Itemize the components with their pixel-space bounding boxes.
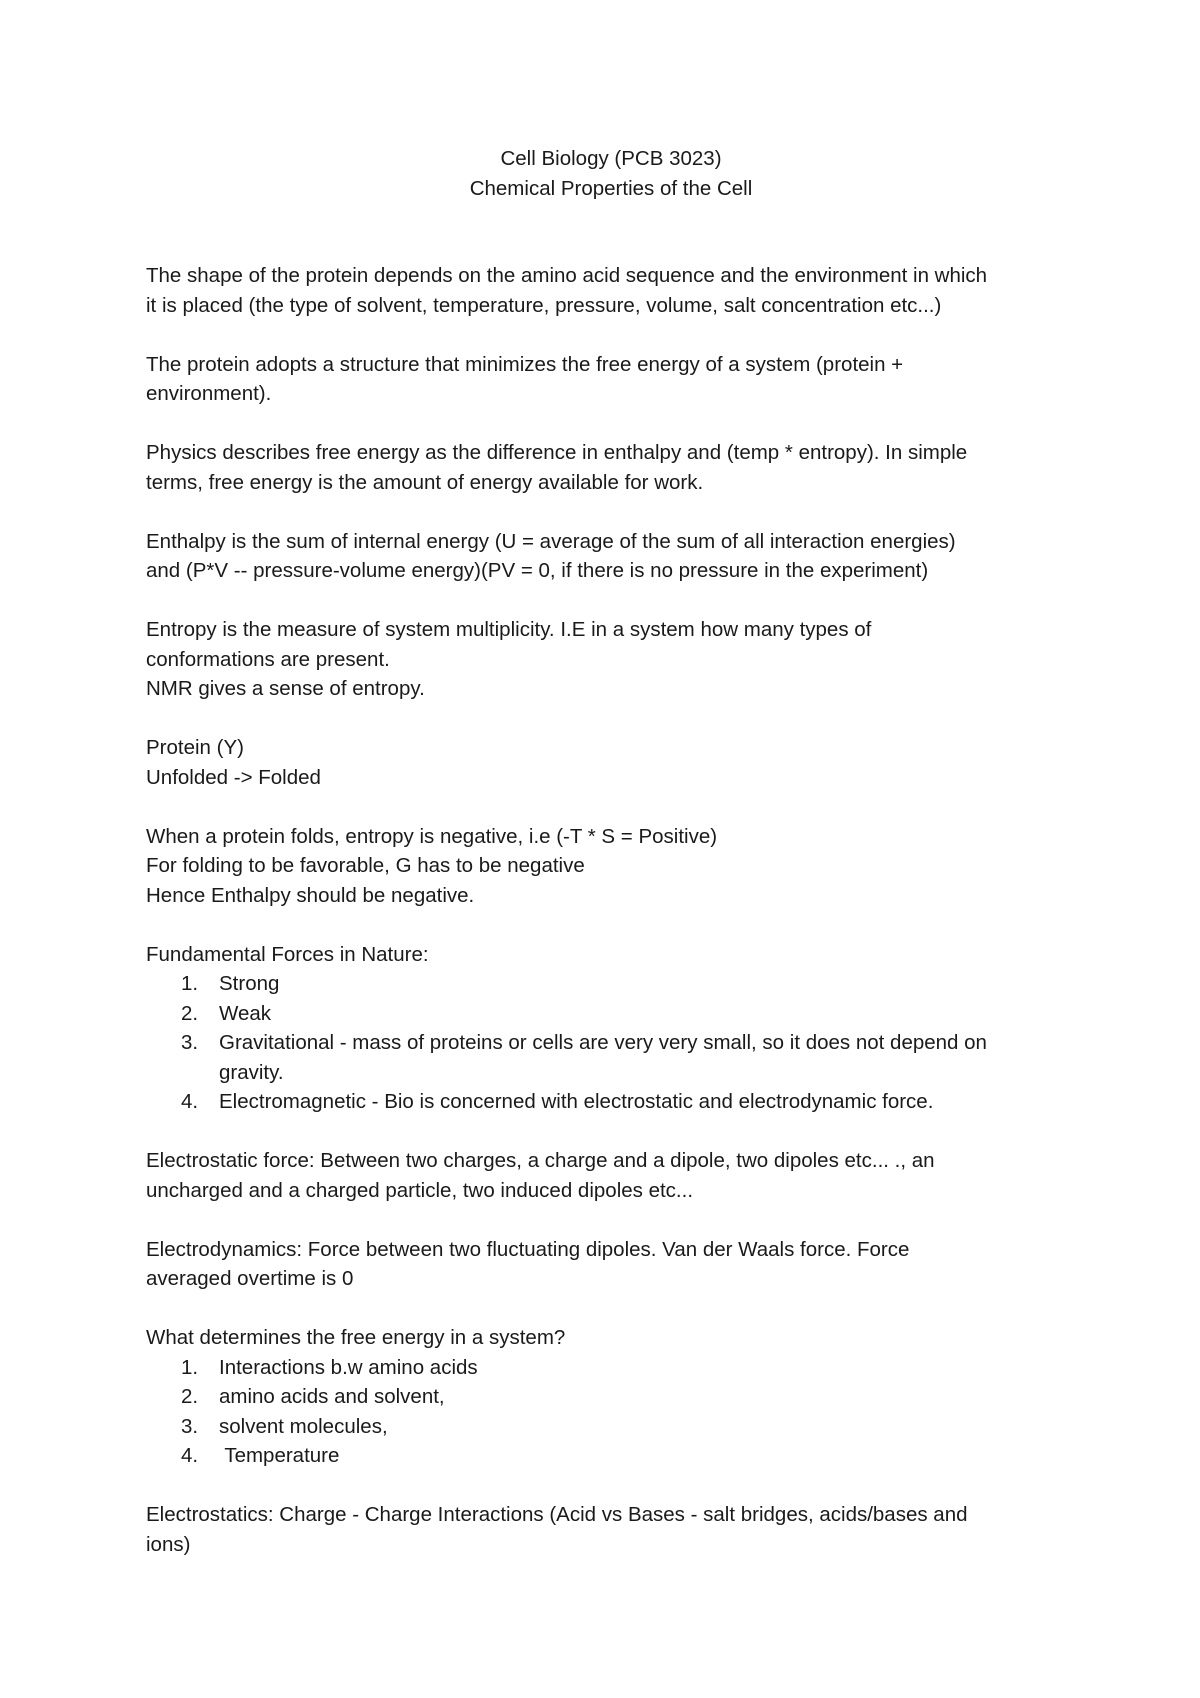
- lecture-title: Chemical Properties of the Cell: [469, 176, 753, 200]
- list-item: [181, 1382, 1076, 1412]
- text-line: averaged overtime is 0: [146, 1267, 354, 1290]
- text-line: Protein (Y): [146, 736, 244, 759]
- paragraph-entropy: [146, 615, 1076, 704]
- list-text: amino acids and solvent,: [219, 1385, 445, 1408]
- text-line: For folding to be favorable, G has to be negative: [146, 854, 585, 877]
- text-line: it is placed (the type of solvent, temperature, pressure, volume, salt concentration etc...): [146, 293, 942, 317]
- text-line: environment).: [146, 382, 272, 405]
- text-line: Electrodynamics: Force between two fluctuating dipoles. Van der Waals force. Force: [146, 1237, 910, 1261]
- list-number: 1.: [181, 1355, 199, 1379]
- paragraph-free-energy-structure: [146, 350, 1076, 409]
- paragraph-folding-entropy: [146, 822, 1076, 911]
- free-energy-section: [146, 1323, 1076, 1471]
- forces-list: [146, 969, 1076, 1117]
- list-number: 4.: [181, 1090, 199, 1113]
- list-number: 1.: [181, 972, 199, 995]
- list-text: Gravitational - mass of proteins or cells are very very small, so it does not depend on: [219, 1031, 987, 1054]
- document-title: [146, 144, 1076, 203]
- paragraph-physics-free-energy: [146, 438, 1076, 497]
- text-line: The protein adopts a structure that minimizes the free energy of a system (protein +: [146, 352, 904, 376]
- list-text: gravity.: [219, 1060, 284, 1084]
- list-number: 2.: [181, 1001, 199, 1025]
- text-line: NMR gives a sense of entropy.: [146, 677, 425, 700]
- list-item: [181, 1087, 1076, 1117]
- list-text: Weak: [219, 1001, 272, 1025]
- text-line: Physics describes free energy as the difference in enthalpy and (temp * entropy). In simple: [146, 441, 968, 464]
- list-number: 2.: [181, 1385, 199, 1408]
- list-item: [181, 969, 1076, 999]
- text-line: Electrostatic force: Between two charges, a charge and a dipole, two dipoles etc... ., an: [146, 1149, 935, 1172]
- list-number: 3.: [181, 1031, 199, 1054]
- paragraph-enthalpy: [146, 527, 1076, 586]
- list-number: 4.: [181, 1444, 199, 1467]
- list-item: [181, 1353, 1076, 1383]
- course-title: Cell Biology (PCB 3023): [500, 147, 722, 170]
- text-line: When a protein folds, entropy is negative, i.e (-T * S = Positive): [146, 824, 718, 848]
- paragraph-electrostatics-interactions: [146, 1500, 1076, 1559]
- text-line: ions): [146, 1532, 191, 1556]
- text-line: Entropy is the measure of system multiplicity. I.E in a system how many types of: [146, 618, 872, 641]
- paragraph-electrodynamics: [146, 1235, 1076, 1294]
- paragraph-protein-folding: [146, 733, 1076, 792]
- list-item: [181, 1028, 1076, 1087]
- document-page: [146, 144, 1076, 1559]
- text-line: uncharged and a charged particle, two induced dipoles etc...: [146, 1178, 694, 1202]
- text-line: conformations are present.: [146, 647, 390, 671]
- list-text: Interactions b.w amino acids: [219, 1355, 478, 1379]
- forces-heading: Fundamental Forces in Nature:: [146, 942, 429, 966]
- list-text: solvent molecules,: [219, 1414, 388, 1438]
- free-energy-list: [146, 1353, 1076, 1471]
- text-line: and (P*V -- pressure-volume energy)(PV = 0, if there is no pressure in the experiment): [146, 559, 929, 582]
- text-line: Hence Enthalpy should be negative.: [146, 883, 475, 907]
- text-line: Electrostatics: Charge - Charge Interactions (Acid vs Bases - salt bridges, acids/bases and: [146, 1503, 968, 1526]
- free-energy-heading: What determines the free energy in a system?: [146, 1326, 566, 1349]
- text-line: The shape of the protein depends on the amino acid sequence and the environment in which: [146, 264, 988, 287]
- list-text: Electromagnetic - Bio is concerned with electrostatic and electrodynamic force.: [219, 1090, 934, 1113]
- text-line: Enthalpy is the sum of internal energy (U = average of the sum of all interaction energies): [146, 529, 956, 553]
- list-item: [181, 1441, 1076, 1471]
- forces-section: [146, 940, 1076, 1117]
- list-item: [181, 1412, 1076, 1442]
- text-line: Unfolded -> Folded: [146, 765, 321, 789]
- list-item: [181, 999, 1076, 1029]
- list-number: 3.: [181, 1414, 199, 1438]
- paragraph-protein-shape: [146, 261, 1076, 320]
- text-line: terms, free energy is the amount of energy available for work.: [146, 470, 704, 494]
- list-text: Temperature: [219, 1444, 340, 1467]
- paragraph-electrostatic-force: [146, 1146, 1076, 1205]
- list-text: Strong: [219, 972, 280, 995]
